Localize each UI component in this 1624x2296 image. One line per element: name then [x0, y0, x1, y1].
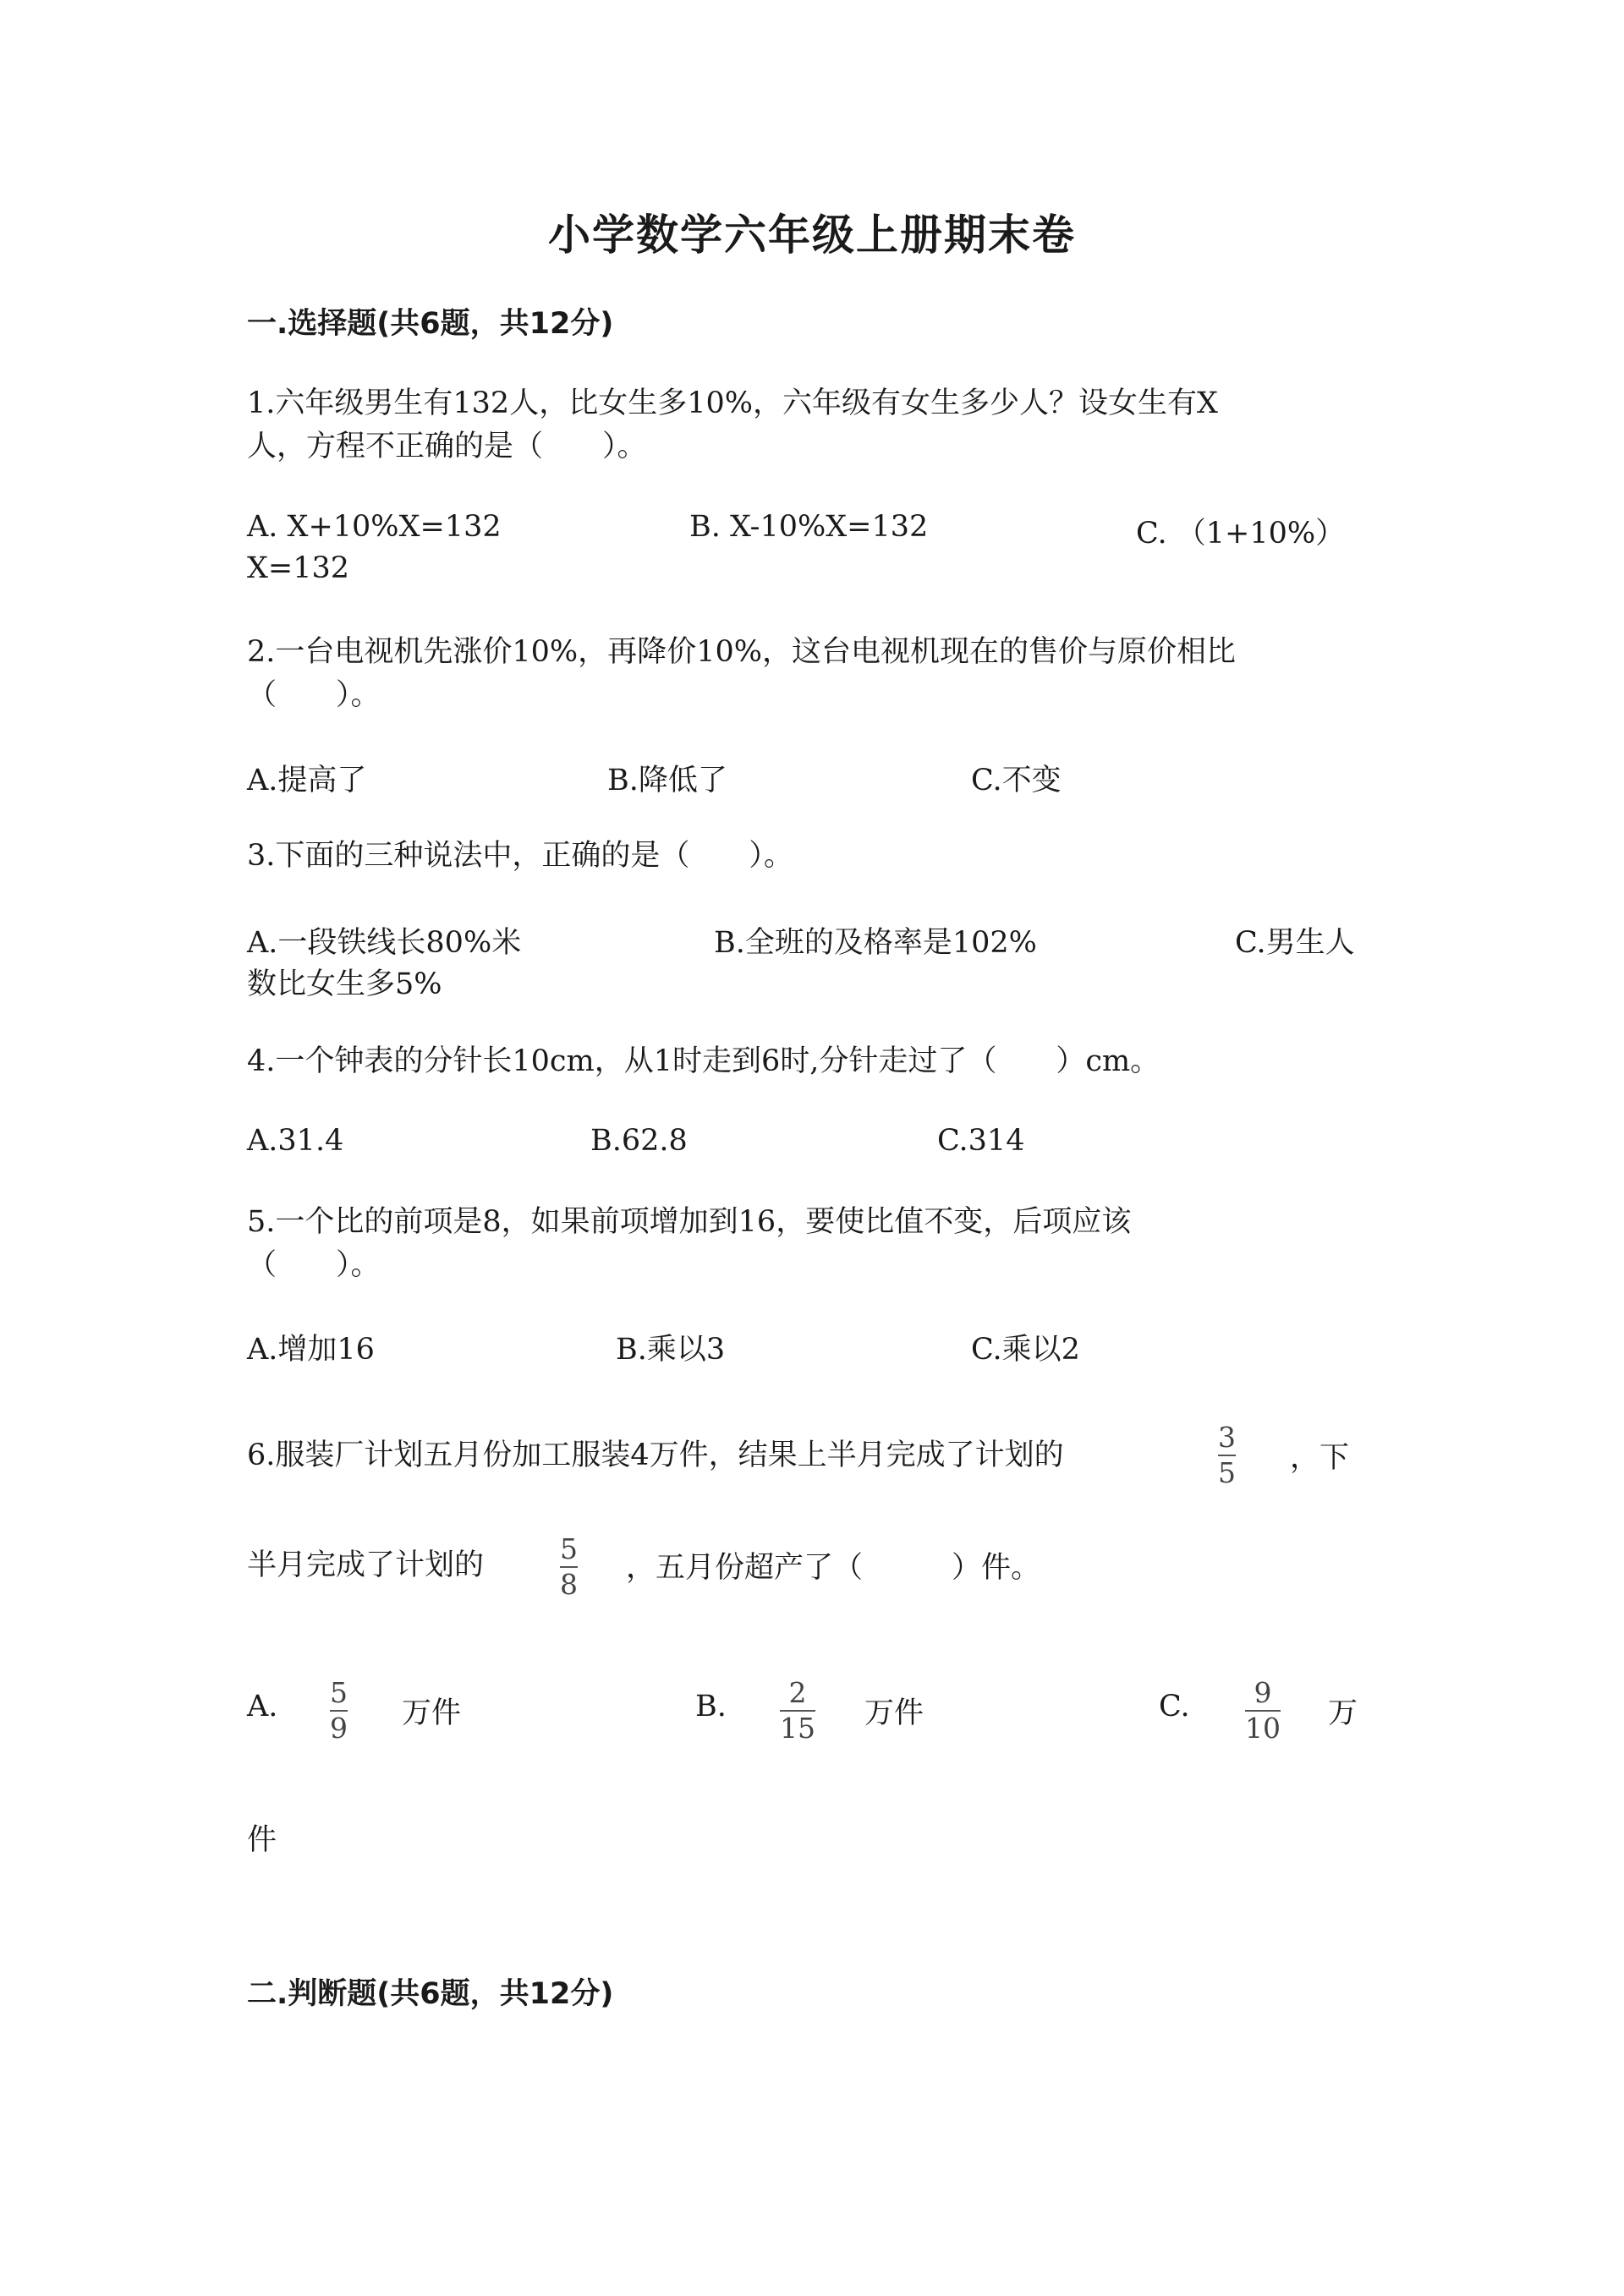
- fraction-denominator: 9: [330, 1712, 348, 1745]
- section-heading-judgement: 二.判断题(共6题，共12分): [247, 1977, 614, 2011]
- question-3-option-b: B.全班的及格率是102%: [714, 926, 1037, 960]
- question-3-option-c-cont: 数比女生多5%: [247, 967, 442, 1001]
- question-6-option-c-unit-cont: 件: [247, 1823, 277, 1857]
- fraction-numerator: 2: [788, 1676, 807, 1709]
- question-6-option-c-unit: 万: [1328, 1696, 1358, 1730]
- question-6-line-1-tail: ，下: [1290, 1441, 1350, 1475]
- question-4-option-c: C.314: [937, 1124, 1025, 1158]
- option-c-fraction: [1245, 1676, 1281, 1745]
- question-4-option-b: B.62.8: [590, 1124, 688, 1158]
- question-6-option-b-label: B.: [695, 1690, 727, 1723]
- question-5-line-2: （ ）。: [247, 1248, 381, 1282]
- question-6-option-b-unit: 万件: [864, 1696, 924, 1730]
- fraction-five-eighths: [560, 1532, 578, 1602]
- fraction-numerator: 5: [330, 1676, 348, 1709]
- question-5-option-b: B.乘以3: [616, 1333, 726, 1367]
- question-6-option-a-unit: 万件: [402, 1696, 462, 1730]
- question-1-line-1: 1.六年级男生有132人，比女生多10%，六年级有女生多少人？设女生有X: [247, 386, 1218, 420]
- page-title: 小学数学六年级上册期末卷: [548, 211, 1076, 260]
- question-6-option-c-label: C.: [1159, 1690, 1190, 1723]
- question-6-line-1: 6.服装厂计划五月份加工服装4万件，结果上半月完成了计划的: [247, 1438, 1064, 1472]
- question-2-line-1: 2.一台电视机先涨价10%，再降价10%，这台电视机现在的售价与原价相比: [247, 635, 1236, 669]
- question-1-option-b: B. X-10%X=132: [689, 510, 929, 544]
- question-3-line-1: 3.下面的三种说法中，正确的是（ ）。: [247, 839, 793, 873]
- question-2-line-2: （ ）。: [247, 678, 381, 712]
- fraction-numerator: 9: [1254, 1676, 1272, 1709]
- question-1-option-c-cont: X=132: [247, 551, 350, 585]
- question-5-option-a: A.增加16: [247, 1333, 375, 1367]
- question-1-option-a: A. X+10%X=132: [247, 510, 502, 544]
- question-5-line-1: 5.一个比的前项是8，如果前项增加到16，要使比值不变，后项应该: [247, 1205, 1132, 1239]
- question-1-option-c: C. （1+10%）: [1136, 517, 1346, 551]
- question-6-option-a-label: A.: [247, 1690, 278, 1723]
- question-3-option-c: C.男生人: [1235, 926, 1355, 960]
- fraction-denominator: 15: [780, 1712, 815, 1745]
- fraction-three-fifths: [1218, 1421, 1236, 1490]
- question-4-line-1: 4.一个钟表的分针长10cm，从1时走到6时,分针走过了（ ）cm。: [247, 1044, 1160, 1078]
- question-1-line-2: 人，方程不正确的是（ ）。: [247, 430, 647, 463]
- fraction-denominator: 10: [1245, 1712, 1281, 1745]
- question-4-option-a: A.31.4: [247, 1124, 344, 1158]
- fraction-numerator: 5: [560, 1532, 578, 1565]
- section-heading-choice: 一.选择题(共6题，共12分): [247, 307, 614, 341]
- fraction-denominator: 8: [560, 1568, 578, 1601]
- question-5-option-c: C.乘以2: [971, 1333, 1080, 1367]
- question-6-line-2-tail: ，五月份超产了（ ）件。: [626, 1551, 1041, 1585]
- option-a-fraction: [330, 1676, 348, 1745]
- fraction-denominator: 5: [1218, 1456, 1236, 1489]
- question-2-option-b: B.降低了: [607, 764, 727, 797]
- option-b-fraction: [780, 1676, 815, 1745]
- question-3-option-a: A.一段铁线长80%米: [247, 926, 522, 960]
- question-6-line-2: 半月完成了计划的: [247, 1548, 485, 1582]
- fraction-numerator: 3: [1218, 1421, 1236, 1454]
- question-2-option-a: A.提高了: [247, 764, 367, 797]
- question-2-option-c: C.不变: [971, 764, 1062, 797]
